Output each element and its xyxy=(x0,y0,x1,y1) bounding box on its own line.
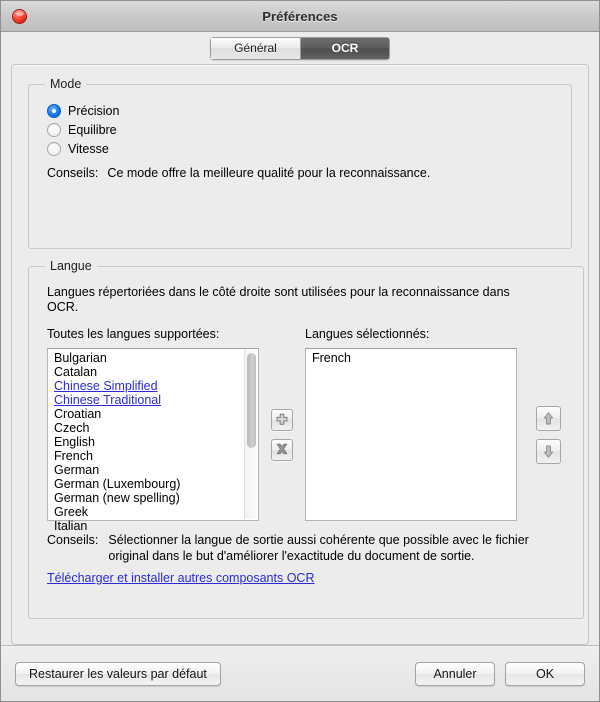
window-title: Préférences xyxy=(262,8,338,24)
content-panel xyxy=(11,64,589,645)
footer-bar xyxy=(1,645,599,701)
tab-group xyxy=(210,37,390,60)
mode-group xyxy=(28,77,572,249)
list-item[interactable]: Italian xyxy=(54,519,88,533)
langue-group-legend: Langue xyxy=(50,259,92,273)
langue-tip-label: Conseils: xyxy=(47,533,99,547)
move-down-button[interactable] xyxy=(536,439,561,464)
list-item[interactable]: Czech xyxy=(54,421,90,435)
list-item[interactable]: Chinese Traditional xyxy=(54,393,162,407)
langue-tip xyxy=(47,533,565,564)
list-item[interactable]: French xyxy=(312,351,351,365)
list-item[interactable]: Croatian xyxy=(54,407,102,421)
selected-languages-column xyxy=(305,327,517,521)
radio-precision-indicator[interactable] xyxy=(47,104,61,118)
radio-vitesse-label: Vitesse xyxy=(68,141,109,156)
remove-x-icon xyxy=(275,443,289,457)
list-item[interactable]: English xyxy=(54,435,95,449)
mode-tip-label: Conseils: xyxy=(47,166,99,180)
langue-intro-text: Langues répertoriées dans le côté droite sont utilisées pour la reconnaissance dans OCR. xyxy=(47,285,510,314)
list-item[interactable]: Bulgarian xyxy=(54,351,107,365)
list-item[interactable]: Chinese Simplified xyxy=(54,379,158,393)
radio-option-vitesse[interactable] xyxy=(47,139,559,158)
ok-button[interactable]: OK xyxy=(505,662,585,686)
download-ocr-components-link[interactable]: Télécharger et installer autres composants OCR xyxy=(47,571,315,585)
list-item[interactable]: German (Luxembourg) xyxy=(54,477,181,491)
radio-option-precision[interactable] xyxy=(47,101,559,120)
radio-precision-label: Précision xyxy=(68,103,120,118)
close-icon[interactable] xyxy=(12,9,27,24)
langue-tip-text: Sélectionner la langue de sortie aussi cohérente que possible avec le fichier original dans le but d'améliorer l'exactitude du document de sortie. xyxy=(108,533,529,563)
list-item[interactable]: German xyxy=(54,463,100,477)
list-item[interactable]: Greek xyxy=(54,505,89,519)
scrollbar-thumb[interactable] xyxy=(247,353,256,448)
tab-ocr[interactable]: OCR xyxy=(300,38,389,59)
remove-language-button[interactable] xyxy=(271,439,293,461)
available-languages-scrollbar[interactable] xyxy=(244,350,257,519)
cancel-button[interactable]: Annuler xyxy=(415,662,495,686)
selected-languages-listbox[interactable] xyxy=(305,348,517,521)
list-item[interactable]: French xyxy=(54,449,93,463)
radio-equilibre-label: Equilibre xyxy=(68,122,117,137)
langue-group xyxy=(28,259,584,619)
move-up-button[interactable] xyxy=(536,406,561,431)
radio-option-equilibre[interactable] xyxy=(47,120,559,139)
selected-languages-caption: Langues sélectionnés: xyxy=(305,327,430,341)
tab-bar xyxy=(1,32,599,64)
title-bar xyxy=(1,1,599,32)
available-languages-column xyxy=(47,327,259,533)
radio-vitesse-indicator[interactable] xyxy=(47,142,61,156)
available-languages-caption: Toutes les langues supportées: xyxy=(47,327,220,341)
list-item[interactable]: German (new spelling) xyxy=(54,491,180,505)
plus-icon xyxy=(275,413,289,427)
arrow-down-icon xyxy=(541,444,556,459)
mode-tip xyxy=(47,166,559,181)
mode-tip-text: Ce mode offre la meilleure qualité pour la reconnaissance. xyxy=(107,166,431,180)
list-item[interactable]: Catalan xyxy=(54,365,98,379)
tab-general[interactable]: Général xyxy=(211,38,300,59)
mode-group-legend: Mode xyxy=(50,77,82,91)
radio-equilibre-indicator[interactable] xyxy=(47,123,61,137)
arrow-up-icon xyxy=(541,411,556,426)
restore-defaults-button[interactable]: Restaurer les valeurs par défaut xyxy=(15,662,221,686)
language-lists-area xyxy=(47,327,571,533)
add-language-button[interactable] xyxy=(271,409,293,431)
reorder-buttons xyxy=(525,348,571,521)
available-languages-listbox[interactable] xyxy=(47,348,259,533)
transfer-buttons xyxy=(259,348,305,521)
